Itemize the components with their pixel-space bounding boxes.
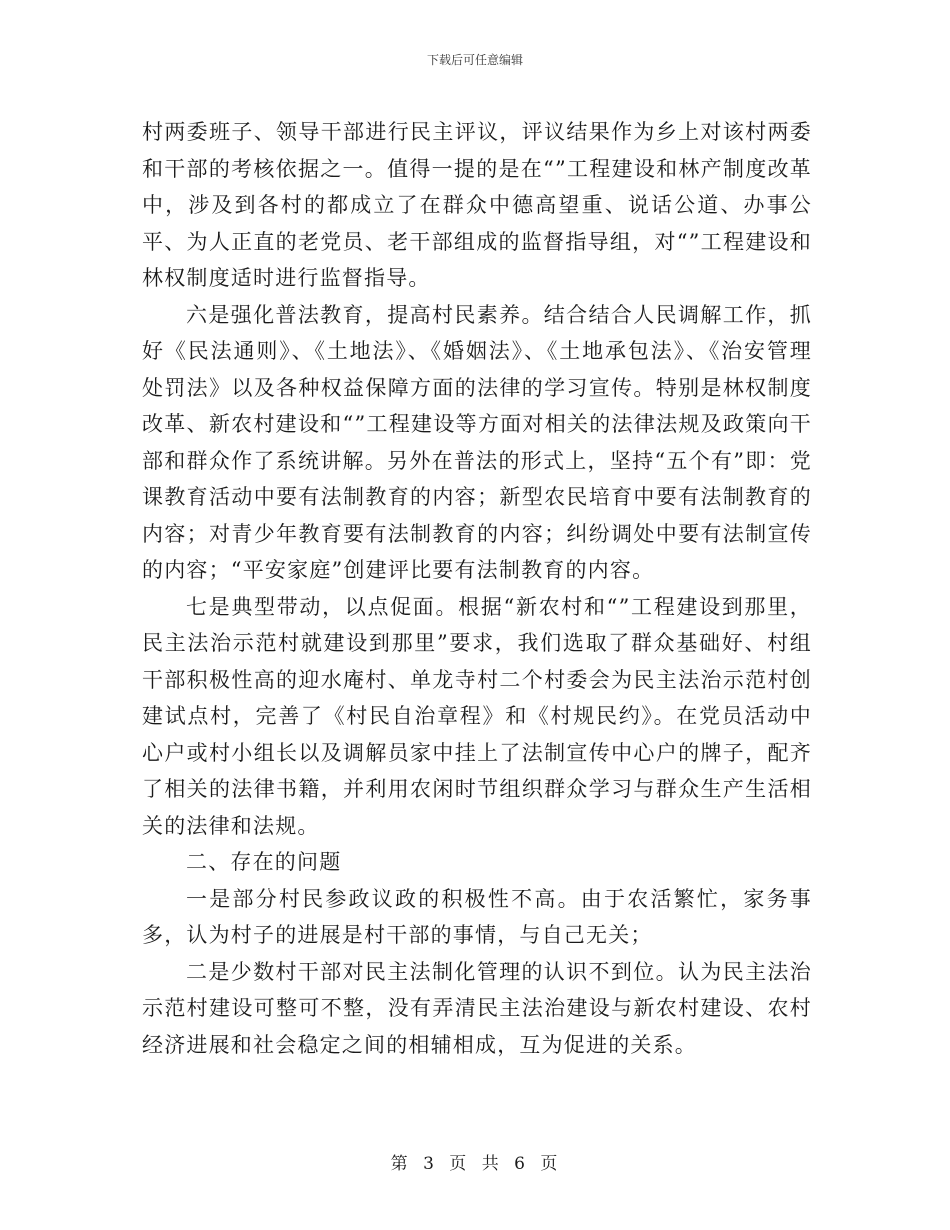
page-header-note: 下载后可任意编辑 <box>426 53 523 67</box>
page-number-footer: 第 3 页 共 6 页 <box>390 1154 560 1174</box>
paragraph-6: 二是少数村干部对民主法制化管理的认识不到位。认为民主法治示范村建设可整可不整，没有弄清民主法治建设与新农村建设、农村经济进展和社会稳定之间的相辅相成，互为促进的关系。 <box>142 959 812 1057</box>
section-heading-problems: 二、存在的问题 <box>186 850 342 874</box>
paragraph-3: 七是典型带动，以点促面。根据“新农村和“”工程建设到那里，民主法治示范村就建设到那里”要求，我们选取了群众基础好、村组干部积极性高的迎水庵村、单龙寺村二个村委会为民主法治示范村创建试点村，完善了《村民自治章程》和《村规民约》。在党员活动中心户或村小组长以及调解员家中挂上了法制宣传中心户的牌子，配齐了相关的法律书籍，并利用农闲时节组织群众学习与群众生产生活相关的法律和法规。 <box>142 594 812 838</box>
document-body <box>142 114 812 1063</box>
paragraph-2: 六是强化普法教育，提高村民素养。结合结合人民调解工作，抓好《民法通则》、《土地法》、《婚姻法》、《土地承包法》、《治安管理处罚法》以及各种权益保障方面的法律的学习宣传。特别是林权制度改革、新农村建设和“”工程建设等方面对相关的法律法规及政策向干部和群众作了系统讲解。另外在普法的形式上，坚持“五个有”即：党课教育活动中要有法制教育的内容；新型农民培育中要有法制教育的内容；对青少年教育要有法制教育的内容；纠纷调处中要有法制宣传的内容；“平安家庭”创建评比要有法制教育的内容。 <box>142 302 812 582</box>
paragraph-5: 一是部分村民参政议政的积极性不高。由于农活繁忙，家务事多，认为村子的进展是村干部的事情，与自己无关； <box>142 886 812 947</box>
paragraph-1: 村两委班子、领导干部进行民主评议，评议结果作为乡上对该村两委和干部的考核依据之一。值得一提的是在“”工程建设和林产制度改革中，涉及到各村的都成立了在群众中德高望重、说话公道、办事公平、为人正直的老党员、老干部组成的监督指导组，对“”工程建设和林权制度适时进行监督指导。 <box>142 120 812 290</box>
